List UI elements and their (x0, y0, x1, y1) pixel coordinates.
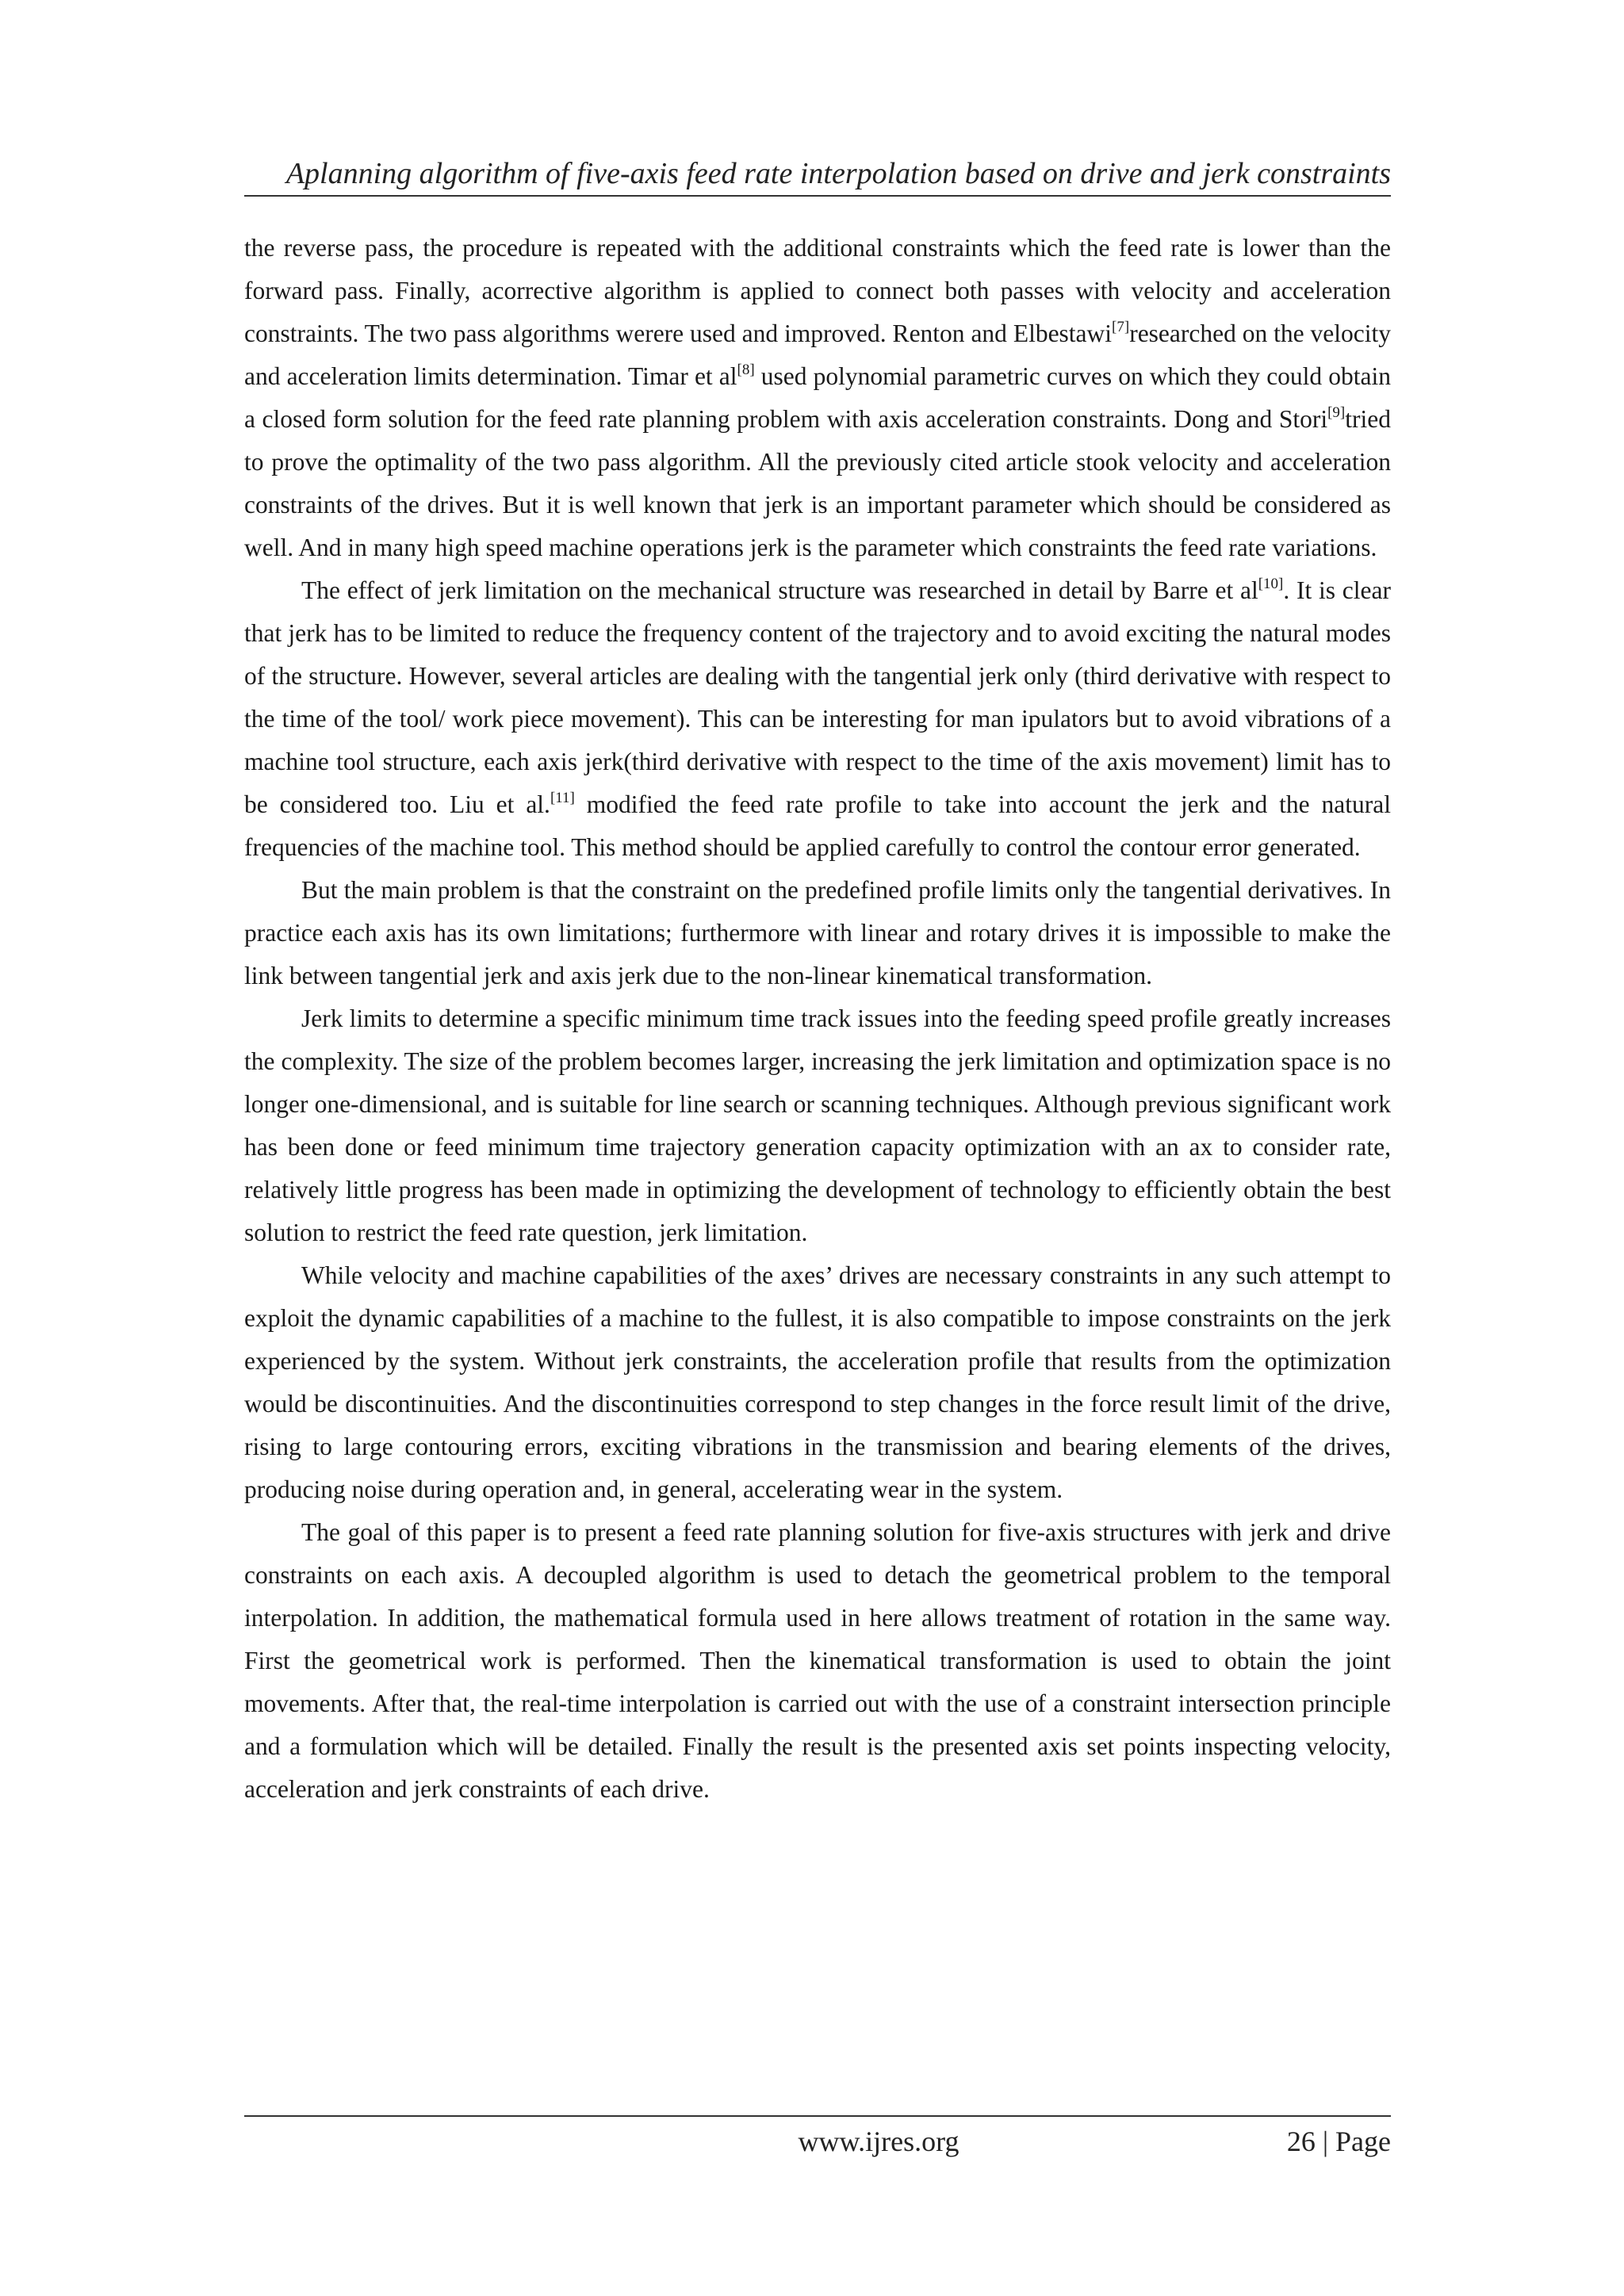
citation-9[interactable]: [9] (1327, 404, 1346, 421)
citation-10[interactable]: [10] (1258, 576, 1284, 592)
paragraph-1 (244, 227, 1391, 569)
text-run: The effect of jerk limitation on the mechanical structure was researched in detail by Barre et al (301, 576, 1258, 604)
footer-website-link[interactable]: www.ijres.org (798, 2126, 959, 2157)
paragraph-6: The goal of this paper is to present a feed rate planning solution for five-axis structures with jerk and drive constraints on each axis. A decoupled algorithm is used to detach the geometrical problem to the temporal interpolation. In addition, the mathematical formula used in here allows treatment of rotation in the same way. First the geometrical work is performed. Then the kinematical transformation is used to obtain the joint movements. After that, the real-time interpolation is carried out with the use of a constraint intersection principle and a formulation which will be detailed. Finally the result is the presented axis set points inspecting velocity, acceleration and jerk constraints of each drive. (244, 1518, 1391, 1803)
header-rule (244, 195, 1391, 197)
text-run: used polynomial parametric curves on which they could obtain a closed form solution for the feed rate planning problem with axis acceleration constraints. Dong and Stori (244, 362, 1392, 433)
body-text (244, 227, 1391, 1811)
citation-7[interactable]: [7] (1112, 319, 1130, 335)
text-run: . It is clear that jerk has to be limited to reduce the frequency content of the trajectory and to avoid exciting the natural modes of the structure. However, several articles are dealing with the tangential jerk only (third derivative with respect to the time of the tool/ work piece movement). This can be interesting for man ipulators but to avoid vibrations of a machine tool structure, each axis jerk(third derivative with respect to the time of the axis movement) limit has to be considered too. Liu et al. (244, 576, 1391, 818)
paragraph-5: While velocity and machine capabilities of the axes’ drives are necessary constraints in any such attempt to exploit the dynamic capabilities of a machine to the fullest, it is also compatible to impose constraints on the jerk experienced by the system. Without jerk constraints, the acceleration profile that results from the optimization would be discontinuities. And the discontinuities correspond to step changes in the force result limit of the drive, rising to large contouring errors, exciting vibrations in the transmission and bearing elements of the drives, producing noise during operation and, in general, accelerating wear in the system. (244, 1261, 1391, 1503)
footer-page-number: 26 | Page (1286, 2126, 1391, 2157)
paragraph-2 (244, 569, 1391, 869)
text-run: tried to prove the optimality of the two pass algorithm. All the previously cited article stook velocity and acceleration constraints of the drives. But it is well known that jerk is an important parameter which should be considered as well. And in many high speed machine operations jerk is the parameter which constraints the feed rate variations. (244, 405, 1391, 561)
paragraph-3: But the main problem is that the constraint on the predefined profile limits only the tangential derivatives. In practice each axis has its own limitations; furthermore with linear and rotary drives it is impossible to make the link between tangential jerk and axis jerk due to the non-linear kinematical transformation. (244, 876, 1391, 989)
citation-11[interactable]: [11] (550, 790, 575, 806)
text-run: modified the feed rate profile to take into account the jerk and the natural frequencies of the machine tool. This method should be applied carefully to control the contour error generated. (244, 790, 1391, 861)
running-header: Aplanning algorithm of five-axis feed rate interpolation based on drive and jerk constraints (285, 157, 1391, 190)
text-run: the reverse pass, the procedure is repeated with the additional constraints which the feed rate is lower than the forward pass. Finally, acorrective algorithm is applied to connect both passes with velocity and acceleration constraints. The two pass algorithms werere used and improved. Renton and Elbestawi (244, 234, 1391, 347)
paragraph-4: Jerk limits to determine a specific minimum time track issues into the feeding speed profile greatly increases the complexity. The size of the problem becomes larger, increasing the jerk limitation and optimization space is no longer one-dimensional, and is suitable for line search or scanning techniques. Although previous significant work has been done or feed minimum time trajectory generation capacity optimization with an ax to consider rate, relatively little progress has been made in optimizing the development of technology to efficiently obtain the best solution to restrict the feed rate question, jerk limitation. (244, 1004, 1391, 1246)
footer-rule (244, 2115, 1391, 2117)
citation-8[interactable]: [8] (737, 362, 755, 378)
text-run: researched on the velocity and acceleration limits determination. Timar et al (244, 320, 1391, 390)
